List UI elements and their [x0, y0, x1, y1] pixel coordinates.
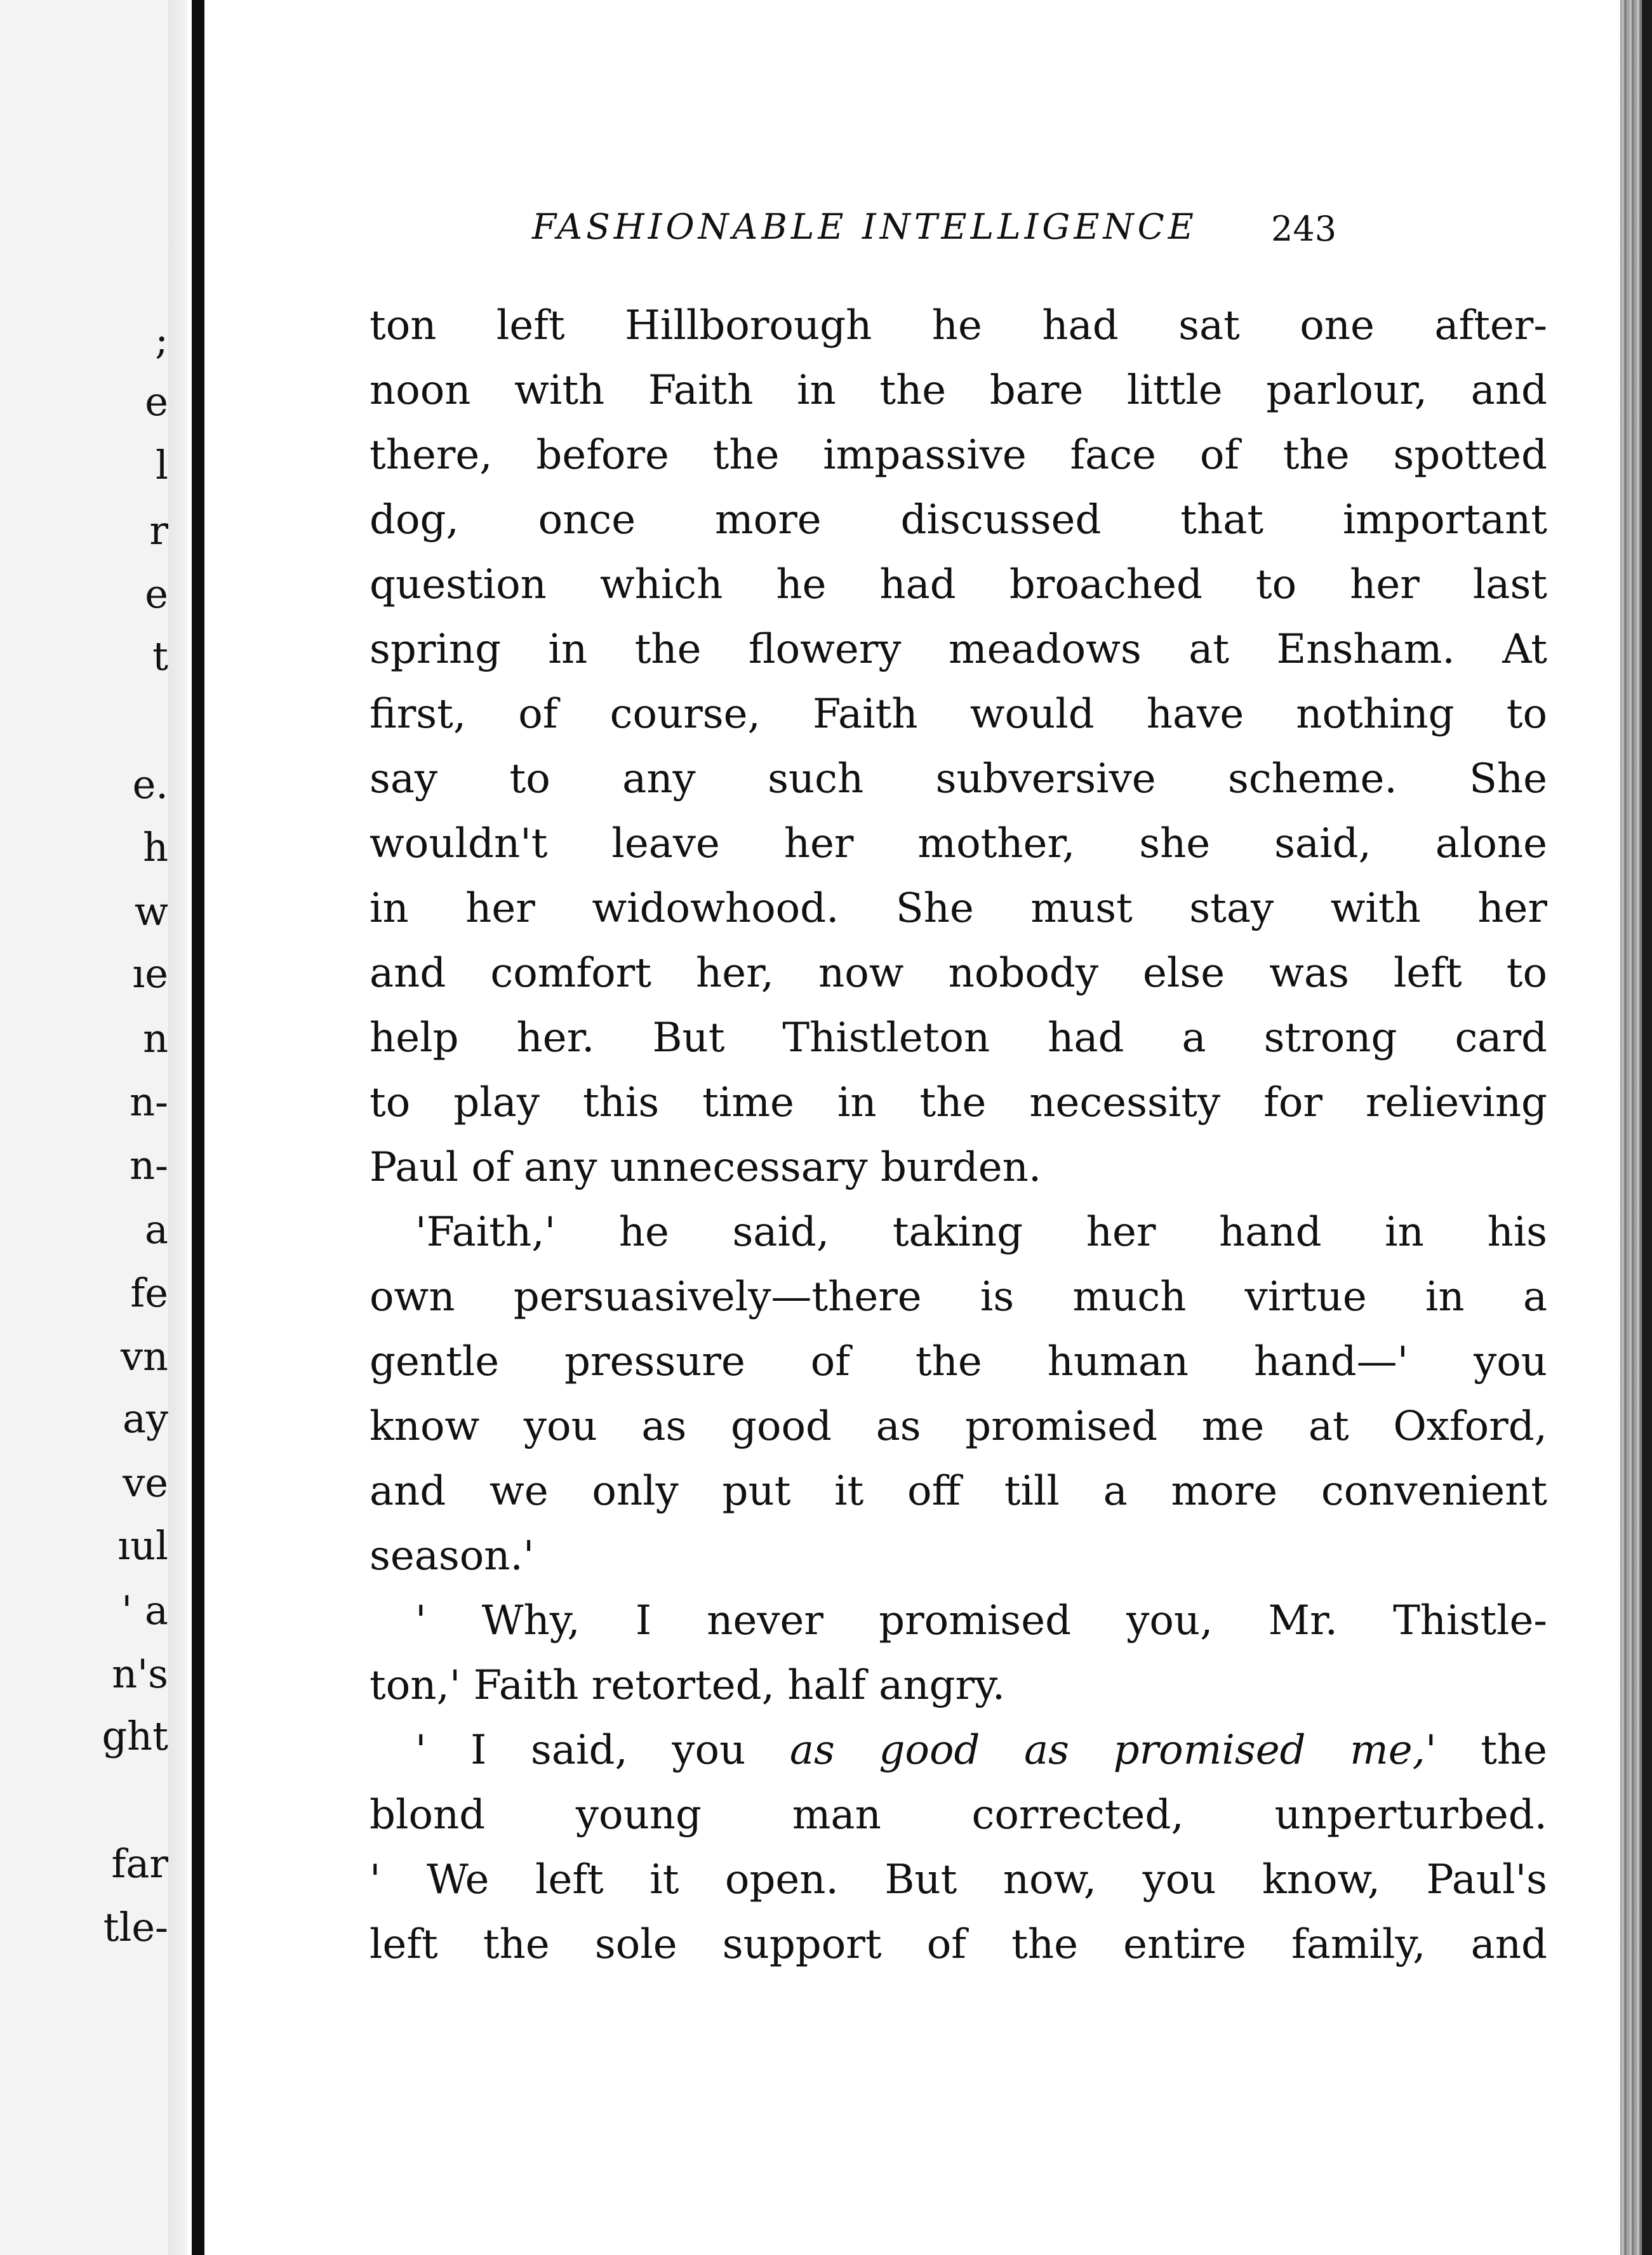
text-segment: ' the — [1425, 1727, 1548, 1774]
facing-page-fragment: ıe — [132, 950, 168, 997]
facing-page-fragment: w — [134, 888, 168, 935]
facing-page-fragment: fe — [130, 1270, 168, 1316]
facing-page-fragment: ıul — [117, 1522, 168, 1569]
text-line: help her. But Thistleton had a strong card — [370, 1014, 1547, 1061]
text-line: say to any such subversive scheme. She — [370, 755, 1547, 802]
facing-page-fragment: t — [152, 633, 168, 679]
body-text — [370, 293, 1547, 1977]
text-line: spring in the flowery meadows at Ensham. At — [370, 626, 1547, 673]
text-line: in her widowhood. She must stay with her — [370, 885, 1547, 932]
facing-page-fragment: n — [143, 1015, 168, 1061]
text-line: question which he had broached to her last — [370, 561, 1547, 608]
gutter-shadow — [168, 0, 187, 2255]
page-number: 243 — [1271, 209, 1337, 249]
facing-page-fragment: e — [145, 378, 168, 425]
text-line: own persuasively—there is much virtue in a — [370, 1274, 1547, 1320]
facing-page-fragment: n- — [130, 1079, 168, 1125]
facing-page-fragment: e — [145, 571, 168, 617]
facing-page-fragment: ve — [123, 1460, 168, 1506]
text-line: left the sole support of the entire family, and — [370, 1921, 1547, 1968]
facing-page-fragment: vn — [121, 1333, 168, 1380]
facing-page-fragment: far — [111, 1840, 168, 1887]
facing-page-fragment: l — [156, 442, 168, 488]
facing-page-fragment: ; — [155, 317, 168, 363]
facing-page-fragment: n's — [112, 1651, 168, 1697]
running-title: FASHIONABLE INTELLIGENCE — [532, 206, 1197, 247]
running-head — [204, 206, 1620, 257]
text-line: there, before the impassive face of the spotted — [370, 432, 1547, 479]
text-line: and we only put it off till a more convenient — [370, 1468, 1547, 1515]
text-line: ' We left it open. But now, you know, Paul's — [370, 1856, 1547, 1903]
book-page — [204, 0, 1620, 2255]
text-line — [370, 1718, 1547, 1783]
facing-page-fragment: ght — [102, 1713, 168, 1759]
text-line: 'Faith,' he said, taking her hand in his — [415, 1209, 1547, 1256]
facing-page — [0, 0, 177, 2255]
italic-text: as good as promised me, — [789, 1727, 1426, 1774]
book-gutter — [192, 0, 204, 2255]
facing-page-fragment: r — [149, 507, 168, 554]
text-line: ' Why, I never promised you, Mr. Thistle- — [415, 1597, 1547, 1644]
facing-page-fragment: e. — [132, 761, 168, 808]
text-line: know you as good as promised me at Oxford, — [370, 1403, 1547, 1450]
text-line: ton left Hillborough he had sat one after- — [370, 302, 1547, 349]
page-edge-shadow — [1642, 0, 1652, 2255]
facing-page-fragment: a — [145, 1206, 168, 1253]
text-line: and comfort her, now nobody else was left to — [370, 950, 1547, 997]
text-line: dog, once more discussed that important — [370, 496, 1547, 543]
text-line: wouldn't leave her mother, she said, alone — [370, 820, 1547, 867]
text-line: first, of course, Faith would have nothing to — [370, 691, 1547, 738]
text-segment: ' I said, you — [415, 1727, 790, 1774]
facing-page-fragment: tle- — [103, 1904, 168, 1950]
facing-page-fragment: ay — [123, 1395, 168, 1442]
facing-page-text — [0, 0, 171, 2255]
facing-page-fragment: h — [143, 824, 168, 870]
text-line: Paul of any unnecessary burden. — [370, 1144, 1042, 1191]
text-line: gentle pressure of the human hand—' you — [370, 1338, 1547, 1385]
facing-page-fragment: ' a — [121, 1587, 168, 1633]
text-line: noon with Faith in the bare little parlour, and — [370, 367, 1547, 414]
text-line: ton,' Faith retorted, half angry. — [370, 1662, 1006, 1709]
text-line: to play this time in the necessity for relieving — [370, 1079, 1547, 1126]
facing-page-fragment: n- — [130, 1142, 168, 1188]
text-line: season.' — [370, 1533, 535, 1580]
text-line: blond young man corrected, unperturbed. — [370, 1792, 1547, 1839]
